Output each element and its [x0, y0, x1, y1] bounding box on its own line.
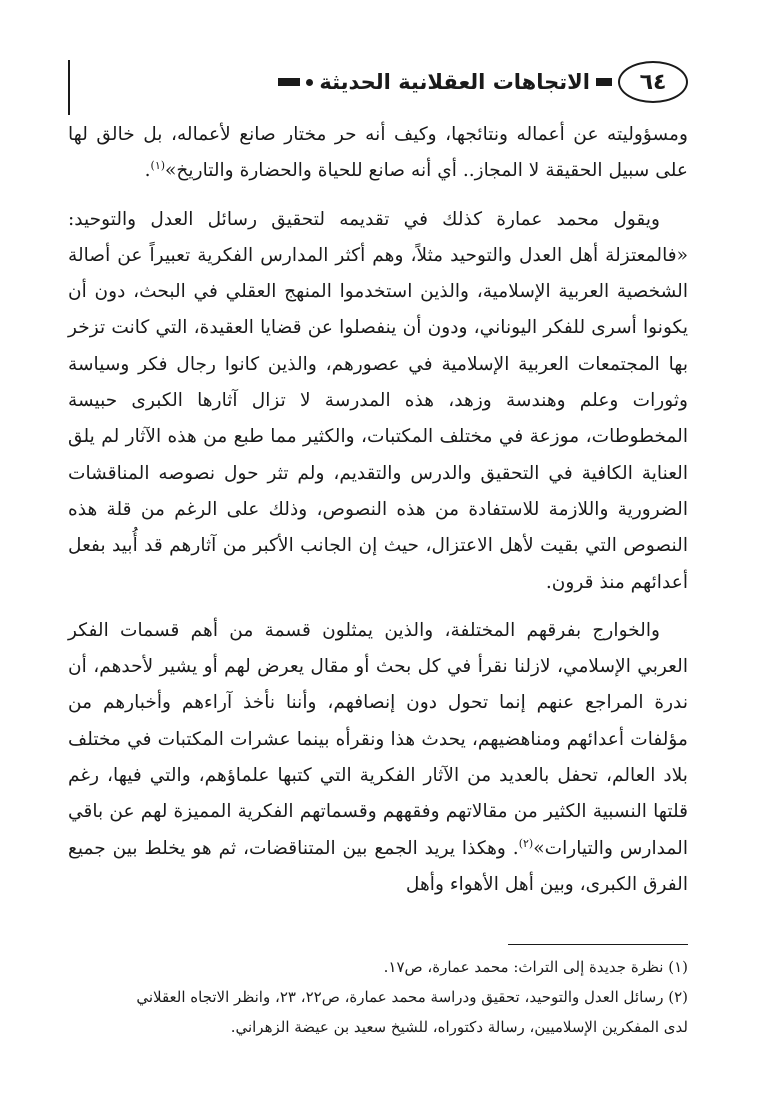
paragraph-1-text: ومسؤوليته عن أعماله ونتائجها، وكيف أنه حر مختار صانع لأعماله، بل خالق لها على سبيل الحقيقة لا المجاز.. أي أنه صانع للحياة والحضارة والتاريخ» [68, 124, 688, 182]
paragraph-2: ويقول محمد عمارة كذلك في تقديمه لتحقيق رسائل العدل والتوحيد: «فالمعتزلة أهل العدل والتوحيد مثلاً، وهم أكثر المدارس الفكرية تعبيراً عن أصالة الشخصية العربية الإسلامية، والذين استخدموا المنهج العقلي في البحث، دون أن يكونوا أسرى للفكر اليوناني، ودون أن ينفصلوا عن قضايا العقيدة، التي كانت تزخر بها المجتمعات العربية الإسلامية في عصورهم، والذين كانوا رجال فكر وسياسة وثورات وعلم وهندسة وزهد، هذه المدرسة لا تزال آثارها الكبرى حبيسة المخطوطات، موزعة في مختلف المكتبات، والكثير مما طبع من هذه الآثار لم يلق العناية الكافية في التحقيق والدرس والتقديم، ولم تثر حول نصوصه المناقشات الضرورية واللازمة للاستفادة من هذه النصوص، وذلك على الرغم من قلة هذه النصوص التي بقيت لأهل الاعتزال، حيث إن الجانب الأكبر من آثارهم قد أُبيد بفعل أعدائهم منذ قرون. [68, 208, 688, 593]
page-number: ٦٤ [618, 61, 688, 103]
footnote-2-text: (٢) رسائل العدل والتوحيد، تحقيق ودراسة محمد عمارة، ص٢٢، ٢٣، وانظر الاتجاه العقلاني [136, 988, 688, 1006]
header-rule-left [278, 78, 300, 86]
header-vertical-rule [68, 60, 70, 115]
footnote-2 [68, 982, 688, 1042]
footnotes [68, 952, 688, 1042]
footnote-ref-1: (١) [150, 159, 166, 173]
paragraph-3-end: . وهكذا يريد الجمع بين المتناقضات، ثم هو يخلط بين جميع الفرق الكبرى، وبين أهل الأهواء وأهل [68, 837, 688, 895]
paragraph-1-end: . [144, 160, 151, 182]
page-header [68, 60, 688, 104]
footnote-2-continuation: لدى المفكرين الإسلاميين، رسالة دكتوراه، للشيخ سعيد بن عيضة الزهراني. [230, 1018, 688, 1036]
header-end-dot [306, 79, 313, 86]
paragraph-3 [68, 613, 688, 903]
paragraph-1 [68, 117, 688, 190]
footnote-ref-2: (٢) [518, 836, 534, 850]
paragraph-3-text: والخوارج بفرقهم المختلفة، والذين يمثلون قسمة من أهم قسمات الفكر العربي الإسلامي، لازلنا نقرأ في كل بحث أو مقال يعرض لهم أو يشير لأحدهم، أن ندرة المراجع عنهم إنما تحول دون إنصافهم، وأننا نأخذ آراءهم وأخبارهم من مؤلفات أعدائهم ومناهضيهم، يحدث هذا ونقرأه بينما عشرات المكتبات في مختلف بلاد العالم، تحفل بالعديد من الآثار الفكرية التي كتبها علماؤهم، والتي فيها، رغم قلتها النسبية الكثير من مقالاتهم وفقههم وقسماتهم الفكرية المميزة لهم عن باقي المدارس والتيارات» [68, 619, 688, 859]
footnote-separator [508, 944, 688, 945]
main-text [68, 117, 688, 903]
footnote-1: (١) نظرة جديدة إلى التراث: محمد عمارة، ص١٧. [383, 958, 688, 976]
running-title: الاتجاهات العقلانية الحديثة [319, 70, 590, 94]
header-rule-right [596, 78, 612, 86]
